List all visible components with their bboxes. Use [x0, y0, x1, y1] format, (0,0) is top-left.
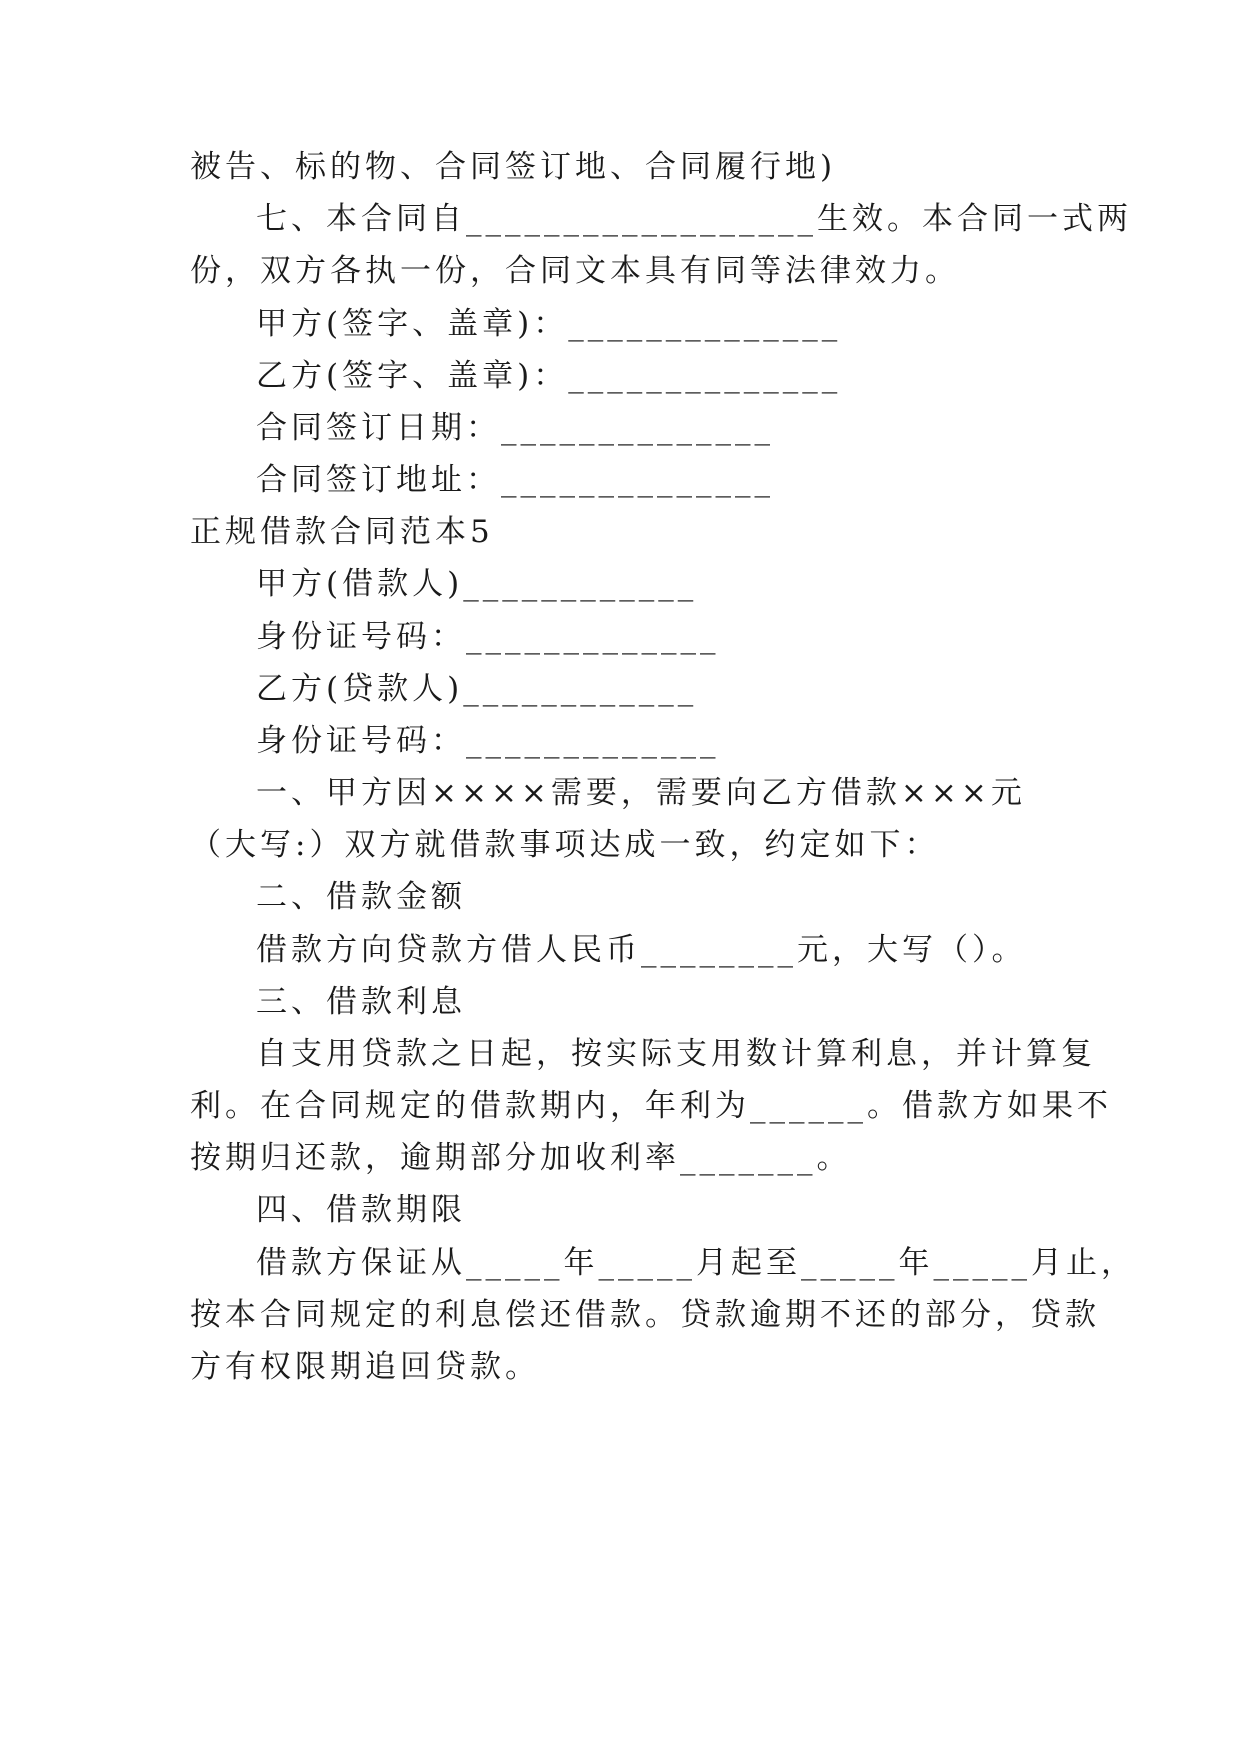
text-line: 合同签订地址：______________: [256, 462, 774, 498]
text-line: 方有权限期追回贷款。: [190, 1349, 540, 1385]
text-line: 一、甲方因××××需要，需要向乙方借款×××元: [256, 775, 1026, 811]
text-line: 三、借款利息: [256, 984, 466, 1020]
text-line: 七、本合同自__________________生效。本合同一式两: [256, 201, 1132, 237]
text-line: 合同签订日期：______________: [256, 410, 774, 446]
text-line: 乙方(签字、盖章)：______________: [256, 358, 842, 394]
text-line: 借款方保证从_____年_____月起至_____年_____月止，: [256, 1245, 1136, 1281]
text-line: 被告、标的物、合同签订地、合同履行地): [190, 149, 837, 185]
text-line: 自支用贷款之日起，按实际支用数计算利息，并计算复: [256, 1036, 1096, 1072]
section-heading: 正规借款合同范本5: [190, 514, 494, 550]
text-line: 甲方(签字、盖章)：______________: [256, 306, 842, 342]
text-line: 借款方向贷款方借人民币________元，大写（）。: [256, 932, 1027, 968]
text-line: 四、借款期限: [256, 1192, 466, 1228]
text-line: 乙方(贷款人)____________: [256, 671, 698, 707]
text-line: 甲方(借款人)____________: [256, 566, 698, 602]
text-line: 按本合同规定的利息偿还借款。贷款逾期不还的部分，贷款: [190, 1297, 1100, 1333]
text-line: 身份证号码：_____________: [256, 619, 720, 655]
text-line: 二、借款金额: [256, 879, 466, 915]
text-line: 份，双方各执一份，合同文本具有同等法律效力。: [190, 253, 960, 289]
text-line: 按期归还款，逾期部分加收利率_______。: [190, 1140, 852, 1176]
text-line: 利。在合同规定的借款期内，年利为______。借款方如果不: [190, 1088, 1112, 1124]
text-line: （大写:）双方就借款事项达成一致，约定如下：: [190, 827, 940, 863]
text-line: 身份证号码：_____________: [256, 723, 720, 759]
